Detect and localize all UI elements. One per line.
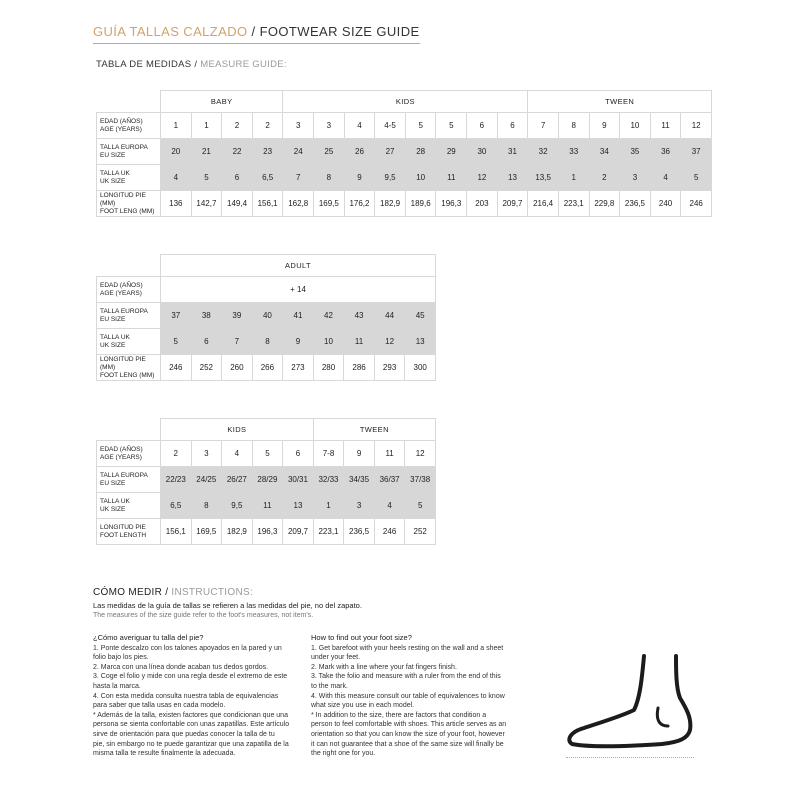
- uk-cell: 3: [620, 165, 651, 191]
- blank-cell: [97, 255, 161, 277]
- eu-cell: 26/27: [222, 467, 253, 493]
- eu-cell: 44: [374, 303, 405, 329]
- row-label-eu: TALLA EUROPA EU SIZE: [97, 467, 161, 493]
- uk-cell: 2: [589, 165, 620, 191]
- eu-cell: 36: [650, 139, 681, 165]
- foot-cell: 236,5: [344, 519, 375, 545]
- age-cell: 5: [436, 113, 467, 139]
- table-group-header-row: [97, 255, 436, 277]
- foot-cell: 182,9: [222, 519, 253, 545]
- size-table-baby-kids-tween: [96, 90, 712, 217]
- foot-cell: 260: [222, 355, 253, 381]
- uk-cell: 8: [191, 493, 222, 519]
- foot-cell: 156,1: [252, 191, 283, 217]
- instructions-note-en: The measures of the size guide refer to the foot's measures, not item's.: [93, 612, 314, 619]
- uk-cell: 9: [344, 165, 375, 191]
- instructions-title: [93, 587, 253, 598]
- question-en: How to find out your foot size?: [311, 633, 412, 642]
- uk-size-row: [97, 329, 436, 355]
- eu-cell: 20: [161, 139, 192, 165]
- foot-cell: 229,8: [589, 191, 620, 217]
- eu-cell: 37/38: [405, 467, 436, 493]
- age-cell: 6: [283, 441, 314, 467]
- uk-cell: 6,5: [252, 165, 283, 191]
- row-label-age: EDAD (AÑOS) AGE (YEARS): [97, 277, 161, 303]
- eu-cell: 21: [191, 139, 222, 165]
- instructions-title-es: CÓMO MEDIR: [93, 587, 163, 598]
- age-cell: 9: [344, 441, 375, 467]
- eu-size-row: [97, 303, 436, 329]
- age-cell: 8: [558, 113, 589, 139]
- uk-size-row: [97, 493, 436, 519]
- foot-cell: 236,5: [620, 191, 651, 217]
- uk-cell: 11: [252, 493, 283, 519]
- eu-cell: 22: [222, 139, 253, 165]
- decorative-dotted-line: [566, 757, 694, 758]
- eu-cell: 23: [252, 139, 283, 165]
- group-header-tween: TWEEN: [313, 419, 435, 441]
- eu-cell: 40: [252, 303, 283, 329]
- foot-length-row: [97, 519, 436, 545]
- eu-cell: 34/35: [344, 467, 375, 493]
- age-cell: 10: [620, 113, 651, 139]
- uk-cell: 10: [313, 329, 344, 355]
- blank-cell: [97, 91, 161, 113]
- subtitle-sep: /: [191, 59, 201, 70]
- row-label-foot: LONGITUD PIE (MM) FOOT LENG (MM): [97, 355, 161, 381]
- eu-cell: 39: [222, 303, 253, 329]
- instructions-column-en: [311, 633, 511, 759]
- age-row: [97, 277, 436, 303]
- uk-cell: 6: [222, 165, 253, 191]
- foot-outline-icon: [562, 648, 702, 758]
- foot-cell: 293: [374, 355, 405, 381]
- uk-cell: 1: [558, 165, 589, 191]
- eu-cell: 32: [528, 139, 559, 165]
- age-cell: 4: [344, 113, 375, 139]
- age-cell: 11: [650, 113, 681, 139]
- instructions-title-sep: /: [162, 587, 172, 598]
- title-en: FOOTWEAR SIZE GUIDE: [259, 24, 420, 39]
- foot-cell: 209,7: [497, 191, 528, 217]
- uk-cell: 5: [681, 165, 712, 191]
- uk-cell: 13,5: [528, 165, 559, 191]
- eu-cell: 31: [497, 139, 528, 165]
- instructions-column-es: [93, 633, 293, 759]
- foot-cell: 300: [405, 355, 436, 381]
- age-row: [97, 441, 436, 467]
- group-header-tween: TWEEN: [528, 91, 712, 113]
- eu-size-row: [97, 467, 436, 493]
- foot-cell: 246: [374, 519, 405, 545]
- eu-cell: 33: [558, 139, 589, 165]
- age-cell: 4: [222, 441, 253, 467]
- steps-es: 1. Ponte descalzo con los talones apoyados en la pared y un folio bajo los pies. 2. Marca con una línea donde acaban tus dedos gordos. 3. Coge el folio y mide con una regla desde el extremo de este hasta la marca. 4. Con esta medida consulta nuestra tabla de equivalencias para saber que talla usas en cada modelo. * Además de la talla, existen factores que condicionan que una persona se sienta confortable con unas zapatillas. Este artículo sirve de orientación para que puedas conocer la talla de tu pie, sin embargo no te puede garantizar que una zapatilla de la misma talla te resulte finalmente la adecuada.: [93, 644, 290, 758]
- eu-cell: 28/29: [252, 467, 283, 493]
- eu-cell: 34: [589, 139, 620, 165]
- size-table-kids-tween: [96, 418, 436, 545]
- uk-cell: 4: [161, 165, 192, 191]
- uk-cell: 3: [344, 493, 375, 519]
- page-title: [93, 24, 420, 44]
- age-cell: 12: [405, 441, 436, 467]
- uk-cell: 13: [405, 329, 436, 355]
- age-cell: 2: [222, 113, 253, 139]
- eu-cell: 25: [314, 139, 345, 165]
- age-cell: 1: [161, 113, 192, 139]
- instructions-title-en: INSTRUCTIONS:: [171, 587, 254, 598]
- foot-cell: 286: [344, 355, 375, 381]
- uk-cell: 9,5: [222, 493, 253, 519]
- age-cell: 3: [283, 113, 314, 139]
- uk-cell: 13: [283, 493, 314, 519]
- group-header-kids: KIDS: [283, 91, 528, 113]
- eu-cell: 45: [405, 303, 436, 329]
- title-sep: /: [247, 24, 260, 39]
- foot-cell: 216,4: [528, 191, 559, 217]
- eu-cell: 38: [191, 303, 222, 329]
- eu-cell: 30/31: [283, 467, 314, 493]
- row-label-uk: TALLA UK UK SIZE: [97, 493, 161, 519]
- group-header-adult: ADULT: [161, 255, 436, 277]
- age-cell: 6: [497, 113, 528, 139]
- title-es: GUÍA TALLAS CALZADO: [93, 24, 248, 39]
- uk-cell: 5: [161, 329, 192, 355]
- age-cell: 7: [528, 113, 559, 139]
- uk-cell: 8: [252, 329, 283, 355]
- eu-cell: 41: [283, 303, 314, 329]
- eu-cell: 37: [681, 139, 712, 165]
- foot-cell: 240: [650, 191, 681, 217]
- foot-cell: 246: [161, 355, 192, 381]
- age-cell: 3: [191, 441, 222, 467]
- foot-cell: 252: [191, 355, 222, 381]
- foot-length-row: [97, 191, 712, 217]
- size-table-adult: [96, 254, 436, 381]
- uk-cell: 7: [283, 165, 314, 191]
- table-group-header-row: [97, 91, 712, 113]
- age-cell: 12: [681, 113, 712, 139]
- eu-cell: 32/33: [313, 467, 344, 493]
- group-header-baby: BABY: [161, 91, 283, 113]
- instructions-note-es: Las medidas de la guía de tallas se refieren a las medidas del pie, no del zapato.: [93, 601, 362, 610]
- eu-cell: 27: [375, 139, 406, 165]
- foot-cell: 142,7: [191, 191, 222, 217]
- age-cell: 2: [252, 113, 283, 139]
- uk-size-row: [97, 165, 712, 191]
- uk-cell: 7: [222, 329, 253, 355]
- eu-cell: 29: [436, 139, 467, 165]
- uk-cell: 9,5: [375, 165, 406, 191]
- foot-cell: 196,3: [252, 519, 283, 545]
- foot-cell: 246: [681, 191, 712, 217]
- uk-cell: 12: [374, 329, 405, 355]
- blank-cell: [97, 419, 161, 441]
- uk-cell: 5: [405, 493, 436, 519]
- uk-cell: 1: [313, 493, 344, 519]
- uk-cell: 11: [344, 329, 375, 355]
- foot-cell: 223,1: [313, 519, 344, 545]
- uk-cell: 4: [650, 165, 681, 191]
- eu-cell: 24/25: [191, 467, 222, 493]
- age-cell: 5: [252, 441, 283, 467]
- age-cell: + 14: [161, 277, 436, 303]
- foot-cell: 266: [252, 355, 283, 381]
- subtitle-es: TABLA DE MEDIDAS: [96, 59, 192, 70]
- foot-cell: 136: [161, 191, 192, 217]
- group-header-kids: KIDS: [161, 419, 314, 441]
- eu-cell: 30: [467, 139, 498, 165]
- eu-cell: 28: [405, 139, 436, 165]
- measure-guide-subtitle: [96, 59, 287, 70]
- foot-cell: 223,1: [558, 191, 589, 217]
- steps-en: 1. Get barefoot with your heels resting on the wall and a sheet under your feet. 2. Mark with a line where your fat fingers finish. 3. Take the folio and measure with a ruler from the end of this to the mark. 4. With this measure consult our table of equivalences to know what size you use in each model. * In addition to the size, there are factors that condition a person to feel comfortable with shoes. This article serves as an orientation so that you can know the size of your foot, however it can not guarantee that a shoe of the same size will finally be the right one for you.: [311, 644, 507, 758]
- row-label-age: EDAD (AÑOS) AGE (YEARS): [97, 113, 161, 139]
- age-cell: 9: [589, 113, 620, 139]
- foot-cell: 209,7: [283, 519, 314, 545]
- foot-cell: 196,3: [436, 191, 467, 217]
- eu-cell: 35: [620, 139, 651, 165]
- uk-cell: 9: [283, 329, 314, 355]
- eu-cell: 24: [283, 139, 314, 165]
- foot-cell: 149,4: [222, 191, 253, 217]
- foot-cell: 162,8: [283, 191, 314, 217]
- foot-cell: 169,5: [314, 191, 345, 217]
- age-cell: 4-5: [375, 113, 406, 139]
- table-group-header-row: [97, 419, 436, 441]
- foot-cell: 252: [405, 519, 436, 545]
- age-cell: 11: [374, 441, 405, 467]
- foot-cell: 182,9: [375, 191, 406, 217]
- subtitle-en: MEASURE GUIDE:: [200, 59, 287, 70]
- question-es: ¿Cómo averiguar tu talla del pie?: [93, 633, 204, 642]
- foot-length-row: [97, 355, 436, 381]
- eu-cell: 42: [313, 303, 344, 329]
- uk-cell: 6,5: [161, 493, 192, 519]
- row-label-uk: TALLA UK UK SIZE: [97, 165, 161, 191]
- uk-cell: 13: [497, 165, 528, 191]
- eu-cell: 36/37: [374, 467, 405, 493]
- eu-cell: 26: [344, 139, 375, 165]
- uk-cell: 8: [314, 165, 345, 191]
- foot-cell: 176,2: [344, 191, 375, 217]
- age-cell: 3: [314, 113, 345, 139]
- uk-cell: 5: [191, 165, 222, 191]
- row-label-eu: TALLA EUROPA EU SIZE: [97, 139, 161, 165]
- uk-cell: 6: [191, 329, 222, 355]
- age-cell: 6: [467, 113, 498, 139]
- uk-cell: 12: [467, 165, 498, 191]
- row-label-eu: TALLA EUROPA EU SIZE: [97, 303, 161, 329]
- row-label-foot: LONGITUD PIE (MM) FOOT LENG (MM): [97, 191, 161, 217]
- foot-cell: 169,5: [191, 519, 222, 545]
- eu-cell: 43: [344, 303, 375, 329]
- uk-cell: 11: [436, 165, 467, 191]
- foot-cell: 156,1: [161, 519, 192, 545]
- row-label-age: EDAD (AÑOS) AGE (YEARS): [97, 441, 161, 467]
- eu-size-row: [97, 139, 712, 165]
- eu-cell: 37: [161, 303, 192, 329]
- age-cell: 5: [405, 113, 436, 139]
- uk-cell: 4: [374, 493, 405, 519]
- uk-cell: 10: [405, 165, 436, 191]
- foot-cell: 189,6: [405, 191, 436, 217]
- row-label-uk: TALLA UK UK SIZE: [97, 329, 161, 355]
- foot-cell: 273: [283, 355, 314, 381]
- row-label-foot: LONGITUD PIE FOOT LENGTH: [97, 519, 161, 545]
- age-cell: 2: [161, 441, 192, 467]
- foot-cell: 203: [467, 191, 498, 217]
- age-cell: 1: [191, 113, 222, 139]
- eu-cell: 22/23: [161, 467, 192, 493]
- age-row: [97, 113, 712, 139]
- age-cell: 7-8: [313, 441, 344, 467]
- foot-cell: 280: [313, 355, 344, 381]
